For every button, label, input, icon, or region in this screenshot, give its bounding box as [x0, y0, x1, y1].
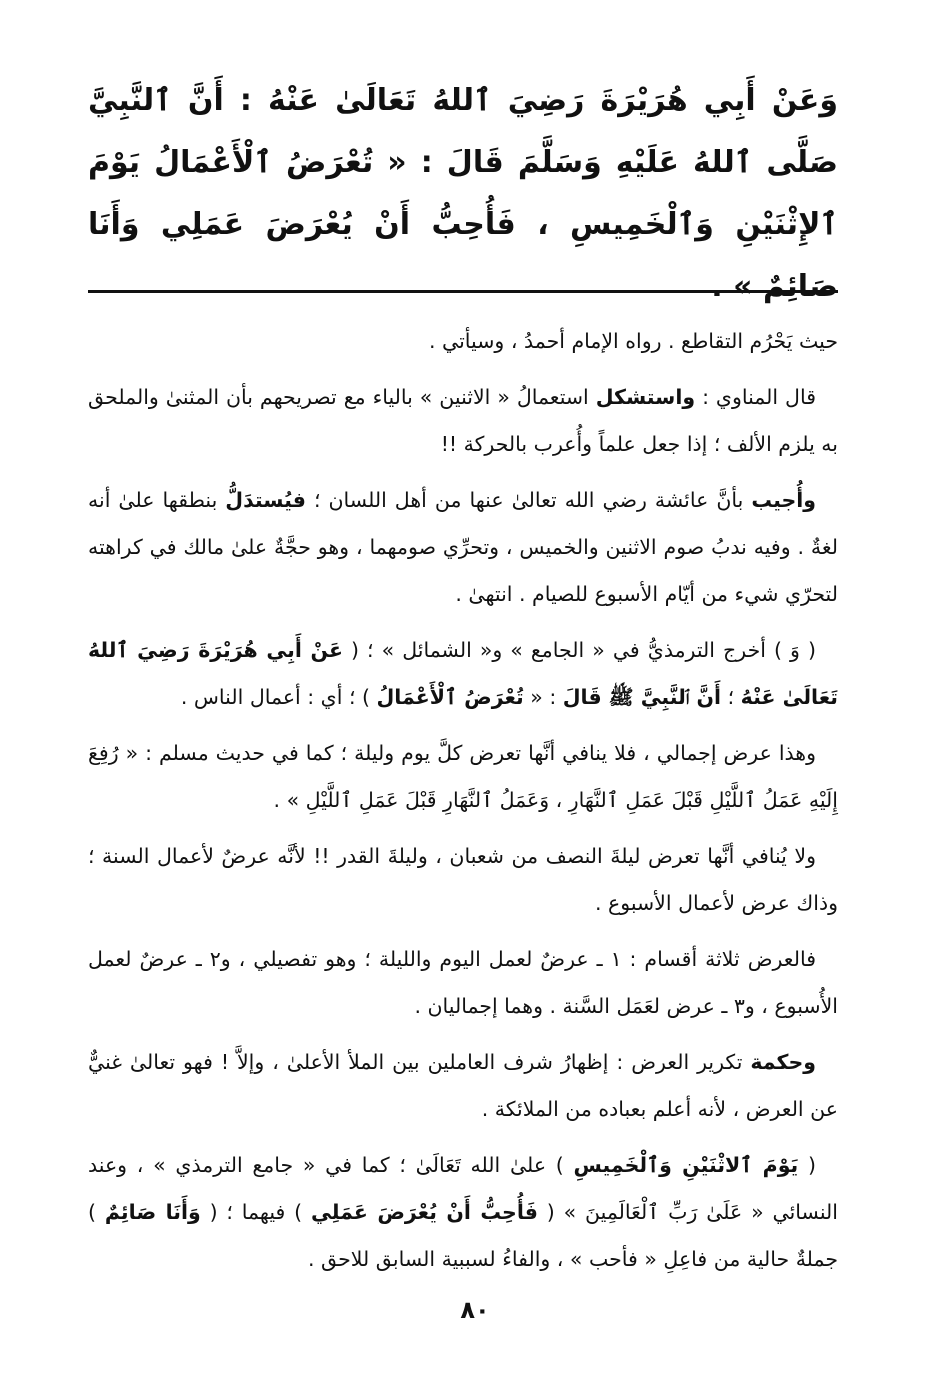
- text-segment: ) فيهما ؛ (: [200, 1200, 311, 1224]
- text-segment: ؛: [721, 685, 741, 709]
- hadith-text: وَعَنْ أَبِي هُرَيْرَةَ رَضِيَ ٱللهُ تَعَالَىٰ عَنْهُ : أَنَّ ٱلنَّبِيَّ صَلَّى ٱللهُ عَلَيْهِ وَسَلَّمَ قَالَ : « تُعْرَضُ ٱلْأَعْمَالُ يَوْمَ ٱلإِثْنَيْنِ وَٱلْخَمِيسِ ، فَأُحِبُّ أَنْ يُعْرَضَ عَمَلِي وَأَنَا صَائِمٌ » .: [88, 83, 838, 304]
- bold-text-segment: فيُستدَلُّ: [225, 488, 306, 512]
- text-segment: : «: [523, 685, 563, 709]
- commentary-paragraph: [88, 318, 838, 365]
- text-segment: (: [798, 1153, 816, 1177]
- text-segment: بنطقها علىٰ أنه لغةٌ . وفيه ندبُ صوم الاثنين والخميس ، وتحرِّي صومهما ، وهو حجَّةٌ علىٰ مالك في كراهته لتحرّي شيء من أيّام الأسبوع للصيام . انتهىٰ .: [88, 488, 838, 606]
- separator-rule: [88, 290, 838, 293]
- text-segment: ( وَ ) أخرج الترمذيُّ في « الجامع » و« الشمائل » ؛ (: [342, 638, 816, 662]
- bold-text-segment: فَأُحِبُّ أَنْ يُعْرَضَ عَمَلِي: [311, 1200, 538, 1224]
- bold-text-segment: عَنْ أَبِي هُرَيْرَةَ رَضِيَ ٱللهُ تَعَالَىٰ عَنْهُ: [88, 638, 838, 709]
- commentary-paragraph: [88, 477, 838, 618]
- text-segment: ) جملةٌ حالية من فاعِلِ « فأحب » ، والفاءُ لسببية السابق للاحق .: [88, 1200, 838, 1271]
- commentary-paragraph: [88, 1142, 838, 1283]
- bold-text-segment: وحكمة: [750, 1050, 816, 1074]
- commentary-paragraph: [88, 730, 838, 824]
- text-segment: استعمالُ « الاثنين » بالياء مع تصريحهم بأن المثنىٰ والملحق به يلزم الألف ؛ إذا جعل علماً وأُعرب بالحركة !!: [88, 385, 838, 456]
- text-segment: تكرير العرض : إظهارُ شرف العاملين بين الملأ الأعلىٰ ، وإلاَّ ! فهو تعالىٰ غنيٌّ عن العرض ، لأنه أعلم بعباده من الملائكة .: [88, 1050, 838, 1121]
- text-segment: حيث يَحْرُم التقاطع . رواه الإمام أحمدُ ، وسيأتي .: [428, 329, 838, 353]
- bold-text-segment: وأُجيب: [751, 488, 816, 512]
- commentary-paragraph: [88, 1039, 838, 1133]
- page-number: ٨٠: [460, 1296, 490, 1324]
- text-segment: قال المناوي :: [695, 385, 816, 409]
- commentary-paragraph: [88, 374, 838, 468]
- bold-text-segment: تُعْرَضُ ٱلْأَعْمَالُ: [376, 685, 524, 709]
- bold-text-segment: وَأَنَا صَائِمٌ: [104, 1200, 201, 1224]
- commentary-paragraph: [88, 936, 838, 1030]
- text-segment: ولا يُنافي أنَّها تعرض ليلةَ النصف من شعبان ، وليلةَ القدر !! لأنَّه عرضٌ لأعمال السنة ؛ وذاك عرض لأعمال الأسبوع .: [88, 844, 838, 915]
- bold-text-segment: يَوْمَ ٱلاثْنَيْنِ وَٱلْخَمِيسِ: [573, 1153, 799, 1177]
- text-segment: ) ؛ أي : أعمال الناس .: [180, 685, 377, 709]
- commentary-paragraph: [88, 627, 838, 721]
- commentary-section: [88, 318, 838, 1292]
- text-segment: فالعرض ثلاثة أقسام : ١ ـ عرضٌ لعمل اليوم والليلة ؛ وهو تفصيلي ، و٢ ـ عرضٌ لعمل الأُسبوع ، و٣ ـ عرض لعَمَل السَّنة . وهما إجماليان .: [88, 947, 838, 1018]
- commentary-paragraph: [88, 833, 838, 927]
- bold-text-segment: أَنَّ ٱلنَّبِيَّ ﷺ قَالَ: [562, 685, 722, 709]
- text-segment: ) علىٰ الله تَعَالَىٰ ؛ كما في « جامع الترمذي » ، وعند النسائي « عَلَىٰ رَبِّ ٱلْعَالَمِينَ » (: [88, 1153, 838, 1224]
- text-segment: وهذا عرض إجمالي ، فلا ينافي أنَّها تعرض كلَّ يوم وليلة ؛ كما في حديث مسلم : « رُفِعَ إِلَيْهِ عَمَلُ ٱللَّيْلِ قَبْلَ عَمَلِ ٱلنَّهَارِ ، وَعَمَلُ ٱلنَّهَارِ قَبْلَ عَمَلِ ٱللَّيْلِ » .: [88, 741, 838, 812]
- bold-text-segment: واستشكل: [595, 385, 696, 409]
- text-segment: بأنَّ عائشة رضي الله تعالىٰ عنها من أهل اللسان ؛: [305, 488, 752, 512]
